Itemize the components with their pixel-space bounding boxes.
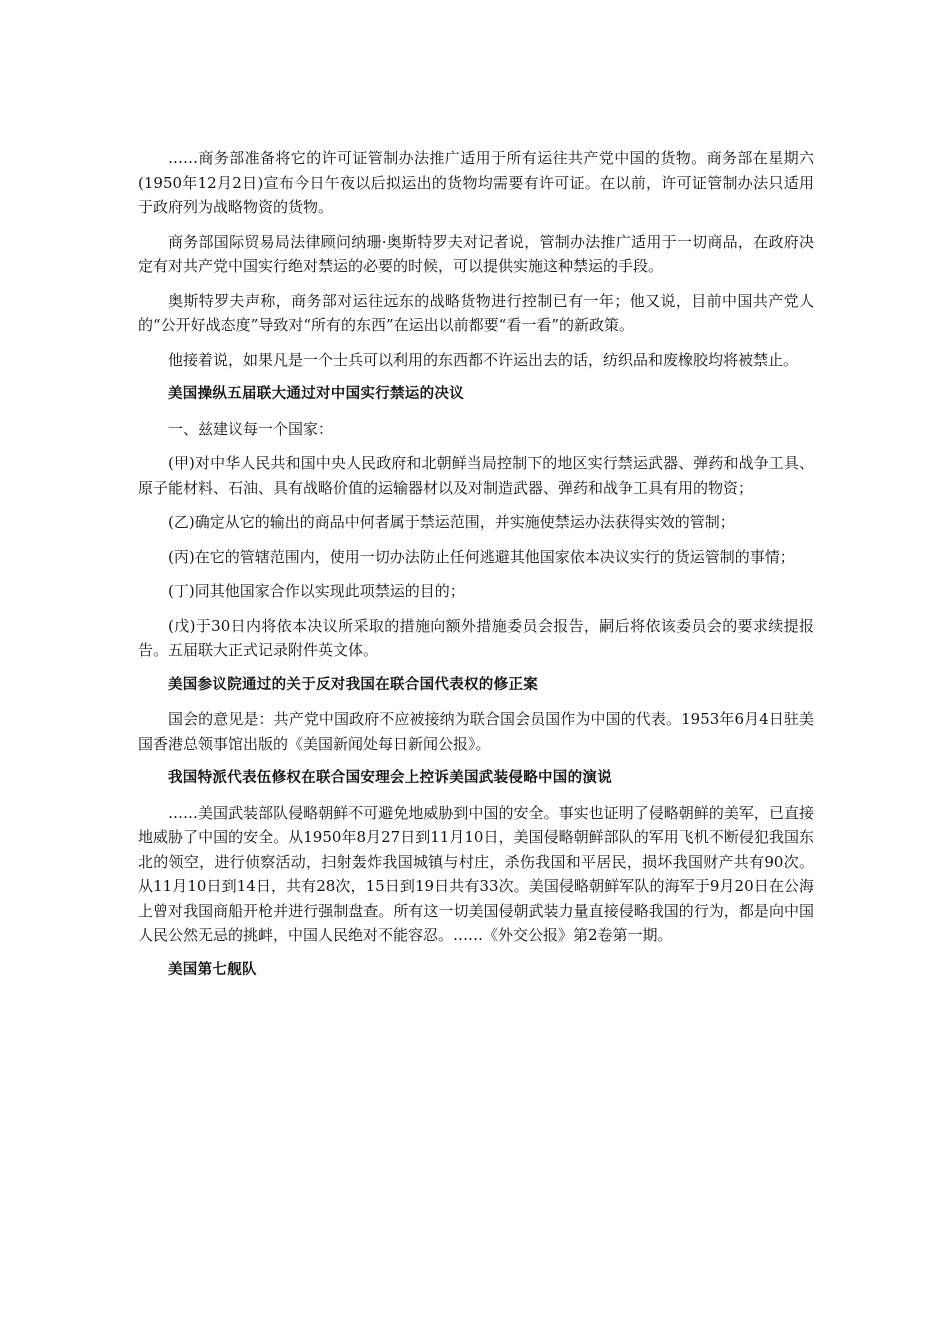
section-heading-seventh-fleet: 美国第七舰队 [168,961,257,978]
paragraph-item-ding: (丁)同其他国家合作以实现此项禁运的目的； [168,582,465,600]
paragraph-ostrov-statement: 商务部国际贸易局法律顾问纳珊·奥斯特罗夫对记者说，管制办法推广适用于一切商品，在政府决定有对共产党中国实行绝对禁运的必要的时候，可以提供实施这种禁运的手段。 [138,232,814,275]
paragraph-congress-opinion: 国会的意见是：共产党中国政府不应被接纳为联合国会员国作为中国的代表。1953年6月4日驻美国香港总领事馆出版的《美国新闻处每日新闻公报》。 [138,710,814,753]
paragraph-textiles-rubber: 他接着说，如果凡是一个士兵可以利用的东西都不许运出去的话，纺织品和废橡胶均将被禁止。 [168,350,799,369]
paragraph-item-yi: (乙)确定从它的输出的商品中何者属于禁运范围，并实施使禁运办法获得实效的管制； [168,513,735,531]
paragraph-item-bing: (丙)在它的管辖范围内，使用一切办法防止任何逃避其他国家依本决议实行的货运管制的事情； [168,547,795,566]
paragraph-recommendation: 一、兹建议每一个国家： [168,419,334,438]
section-heading-wu-xiuquan-speech: 我国特派代表伍修权在联合国安理会上控诉美国武装侵略中国的演说 [168,770,612,786]
paragraph-license-control: ……商务部准备将它的许可证管制办法推广适用于所有运往共产党中国的货物。商务部在星期六(1950年12月2日)宣布今日午夜以后拟运出的货物均需要有许可证。在以前，许可证管制办法只适用于政府列为战略物资的货物。 [138,149,814,216]
paragraph-item-jia: (甲)对中华人民共和国中央人民政府和北朝鲜当局控制下的地区实行禁运武器、弹药和战争工具、原子能材料、石油、具有战略价值的运输器材以及对制造武器、弹药和战争工具有用的物资； [138,454,814,497]
paragraph-strategic-goods: 奥斯特罗夫声称，商务部对运往远东的战略货物进行控制已有一年；他又说，目前中国共产党人的“公开好战态度”导致对“所有的东西”在运出以前都要“看一看”的新政策。 [138,291,814,334]
paragraph-speech-content: ……美国武装部队侵略朝鲜不可避免地威胁到中国的安全。事实也证明了侵略朝鲜的美军，已直接地威胁了中国的安全。从1950年8月27日到11月10日，美国侵略朝鲜部队的军用飞机不断侵犯我国东北的领空，进行侦察活动，扫射轰炸我国城镇与村庄，杀伤我国和平居民，损坏我国财产共有90次。从11月10日到14日，共有28次，15日到19日共有33次。美国侵略朝鲜军队的海军于9月20日在公海上曾对我国商船开枪并进行强制盘查。所有这一切美国侵朝武装力量直接侵略我国的行为，都是向中国人民公然无忌的挑衅，中国人民绝对不能容忍。……《外交公报》第2卷第一期。 [138,803,814,944]
section-heading-embargo-resolution: 美国操纵五届联大通过对中国实行禁运的决议 [168,386,464,402]
document-body [138,146,814,992]
section-heading-senate-amendment: 美国参议院通过的关于反对我国在联合国代表权的修正案 [168,676,538,693]
paragraph-item-wu: (戊)于30日内将依本决议所采取的措施向额外措施委员会报告，嗣后将依该委员会的要求续提报告。五届联大正式记录附件英文体。 [138,616,814,659]
